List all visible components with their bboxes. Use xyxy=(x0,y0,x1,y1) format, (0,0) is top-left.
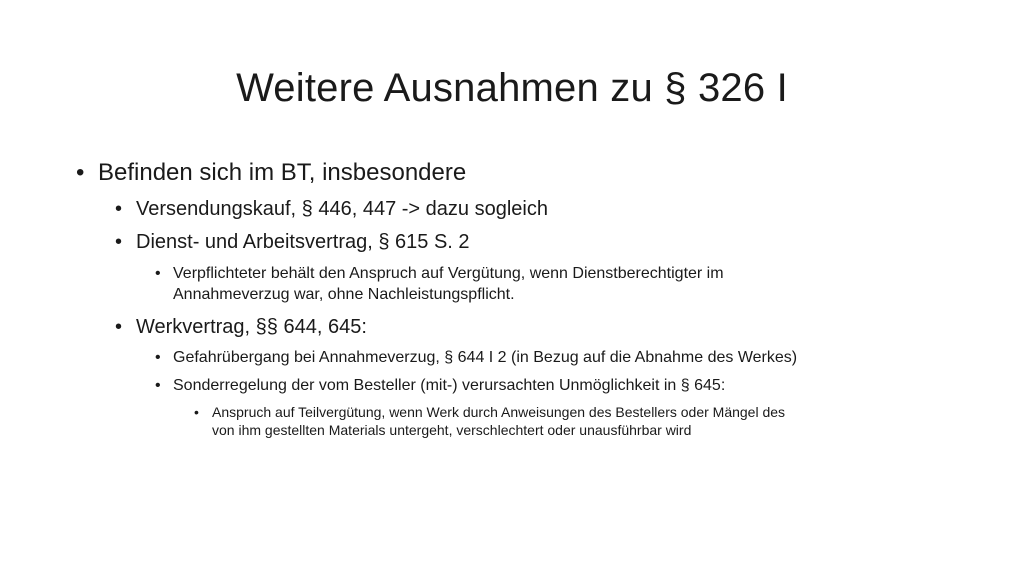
bullet-dot-icon: • xyxy=(155,349,161,366)
bullet-item xyxy=(155,347,797,368)
bullet-dot-icon: • xyxy=(115,316,123,338)
slide-title: Weitere Ausnahmen zu § 326 I xyxy=(236,66,788,110)
bullet-text: Versendungskauf, § 446, 447 -> dazu sogleich xyxy=(136,198,548,220)
bullet-dot-icon: • xyxy=(115,198,123,220)
bullet-text-line-1: Verpflichteter behält den Anspruch auf Vergütung, wenn Dienstberechtigter im xyxy=(173,265,724,282)
bullet-dot-icon: • xyxy=(155,265,161,282)
bullet-text-line-2: Annahmeverzug war, ohne Nachleistungspflicht. xyxy=(173,286,515,303)
bullet-item xyxy=(115,314,367,340)
bullet-text-line-1: Anspruch auf Teilvergütung, wenn Werk durch Anweisungen des Bestellers oder Mängel des xyxy=(212,404,786,420)
bullet-item xyxy=(76,158,466,188)
bullet-dot-icon: • xyxy=(194,404,199,420)
bullet-text: Gefahrübergang bei Annahmeverzug, § 644 I 2 (in Bezug auf die Abnahme des Werkes) xyxy=(173,349,798,366)
bullet-dot-icon: • xyxy=(115,231,123,253)
bullet-dot-icon: • xyxy=(76,159,85,186)
bullet-text: Dienst- und Arbeitsvertrag, § 615 S. 2 xyxy=(136,231,470,253)
bullet-item xyxy=(115,229,470,255)
bullet-dot-icon: • xyxy=(155,377,161,394)
bullet-item xyxy=(155,263,724,305)
bullet-text-line-2: von ihm gestellten Materials untergeht, verschlechtert oder unausführbar wird xyxy=(212,422,692,438)
bullet-text: Werkvertrag, §§ 644, 645: xyxy=(136,316,367,338)
bullet-text: Befinden sich im BT, insbesondere xyxy=(98,159,467,186)
bullet-text: Sonderregelung der vom Besteller (mit-) verursachten Unmöglichkeit in § 645: xyxy=(173,377,726,394)
bullet-item xyxy=(115,196,548,222)
bullet-item xyxy=(194,403,785,439)
bullet-item xyxy=(155,375,725,396)
